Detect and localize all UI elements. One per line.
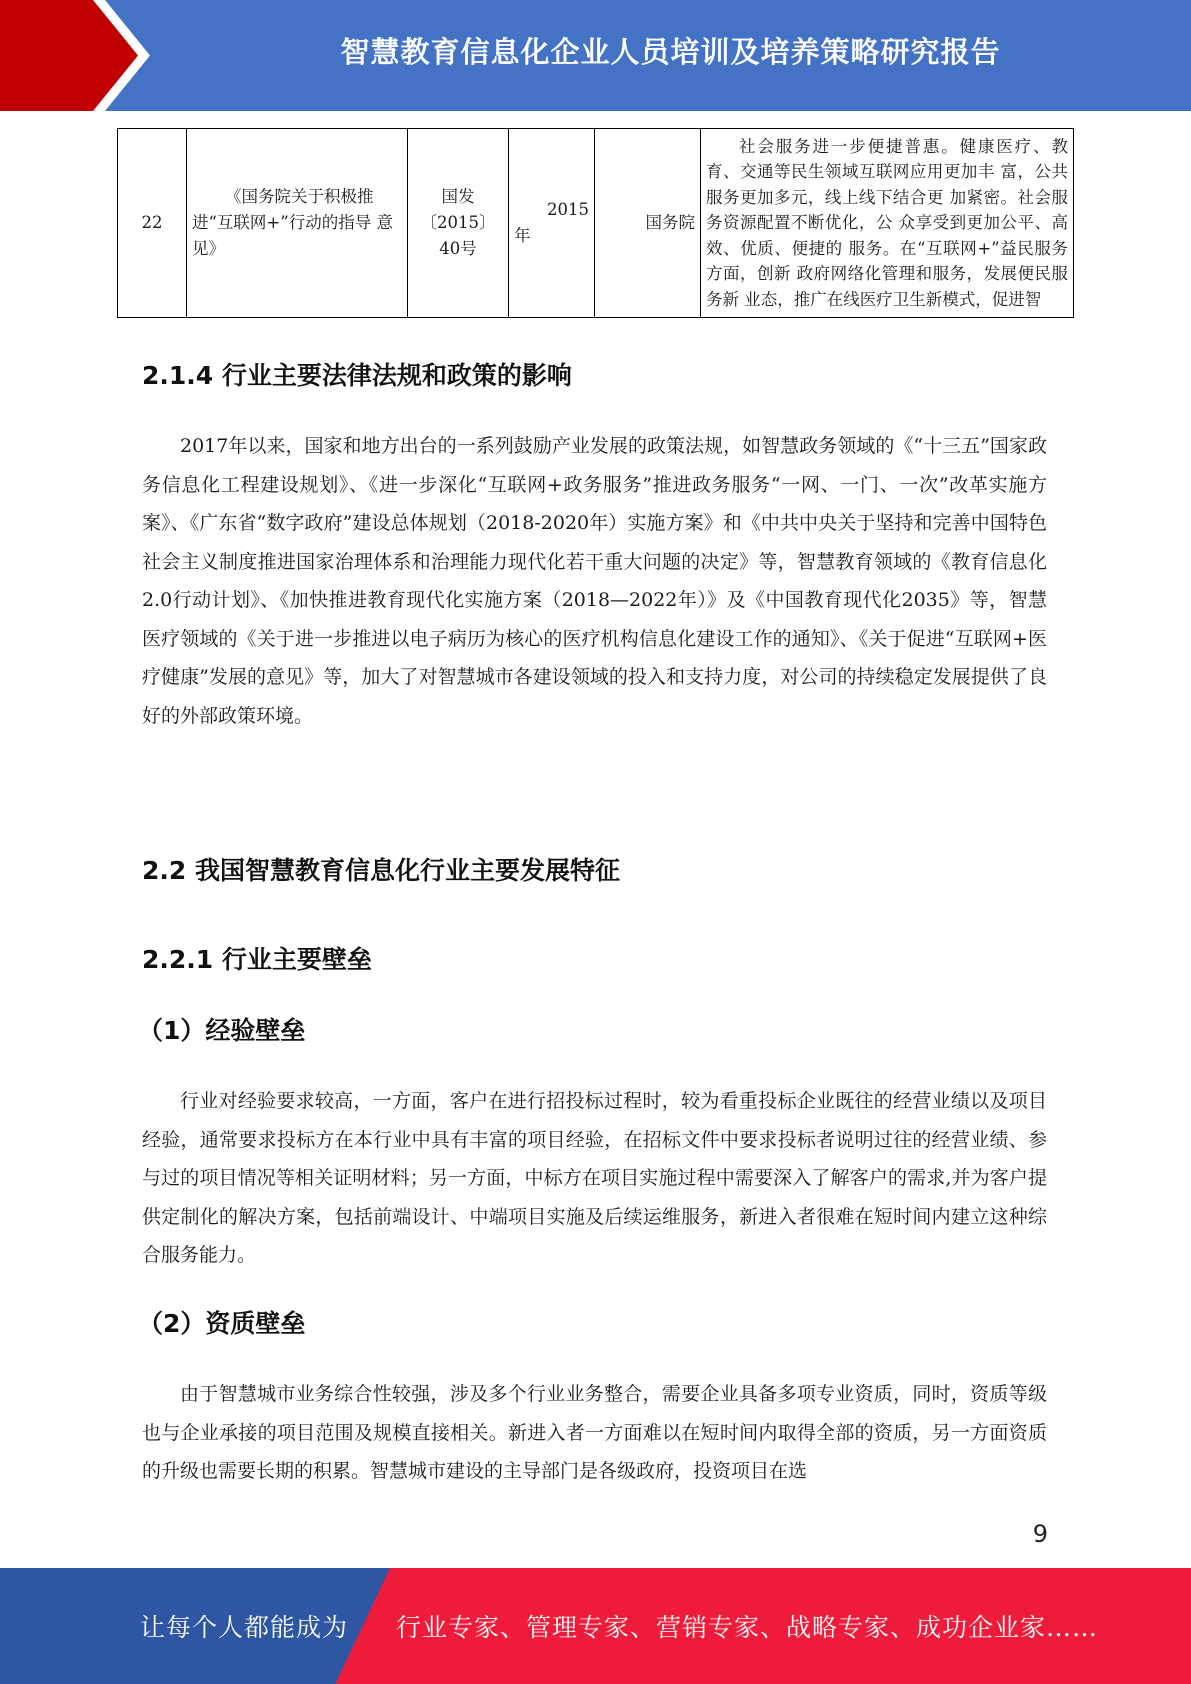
page-header	[0, 0, 1191, 111]
footer-slogan-right: 行业专家、管理专家、营销专家、战略专家、成功企业家……	[396, 1613, 1099, 1642]
header-red-arrow-shape	[0, 0, 150, 111]
issuing-org-cell: 国务院	[595, 129, 701, 318]
section-heading-2-2-1: 2.2.1 行业主要壁垒	[142, 945, 372, 974]
paragraph-qualification-barrier: 由于智慧城市业务综合性较强，涉及多个行业业务整合，需要企业具备多项专业资质，同时，资质等级也与企业承接的项目范围及规模直接相关。新进入者一方面难以在短时间内取得全部的资质，另一方面资质的升级也需要长期的积累。智慧城市建设的主导部门是各级政府，投资项目在选	[142, 1383, 1047, 1482]
policy-table	[117, 128, 1074, 318]
section-heading-2-1-4: 2.1.4 行业主要法律法规和政策的影响	[142, 361, 572, 390]
document-title: 智慧教育信息化企业人员培训及培养策略研究报告	[340, 34, 1001, 69]
policy-year-cell: 2015 年	[509, 129, 595, 318]
policy-code-cell: 国发 〔2015〕 40号	[408, 129, 509, 318]
table-row	[118, 129, 1074, 318]
page-number: 9	[1032, 1520, 1048, 1548]
subheading-qualification-barrier: （2）资质壁垒	[138, 1309, 306, 1338]
paragraph-experience-barrier: 行业对经验要求较高，一方面，客户在进行招投标过程时，较为看重投标企业既往的经营业绩以及项目经验，通常要求投标方在本行业中具有丰富的项目经验，在招标文件中要求投标者说明过往的经营业绩、参与过的项目情况等相关证明材料；另一方面，中标方在项目实施过程中需要深入了解客户的需求,并为客户提供定制化的解决方案，包括前端设计、中端项目实施及后续运维服务，新进入者很难在短时间内建立这种综合服务能力。	[142, 1090, 1047, 1266]
section-heading-2-2: 2.2 我国智慧教育信息化行业主要发展特征	[142, 856, 620, 885]
row-number-cell: 22	[118, 129, 187, 318]
page-footer	[0, 1568, 1191, 1684]
paragraph-policy-impact: 2017年以来，国家和地方出台的一系列鼓励产业发展的政策法规，如智慧政务领域的《“十三五”国家政务信息化工程建设规划》、《进一步深化“互联网+政务服务”推进政务服务“一网、一门、一次”改革实施方案》、《广东省“数字政府”建设总体规划（2018-2020年）实施方案》和《中共中央关于坚持和完善中国特色社会主义制度推进国家治理体系和治理能力现代化若干重大问题的决定》等，智慧教育领域的《教育信息化2.0行动计划》、《加快推进教育现代化实施方案（2018—2022年）》及《中国教育现代化2035》等，智慧医疗领域的《关于进一步推进以电子病历为核心的医疗机构信息化建设工作的通知》、《关于促进“互联网+医疗健康”发展的意见》等，加大了对智慧城市各建设领域的投入和支持力度，对公司的持续稳定发展提供了良好的外部政策环境。	[142, 435, 1047, 727]
subheading-experience-barrier: （1）经验壁垒	[138, 1016, 306, 1045]
policy-name-cell: 《国务院关于积极推进“互联网+”行动的指导 意见》	[187, 129, 408, 318]
footer-slogan-left: 让每个人都能成为	[140, 1613, 349, 1642]
policy-description-cell: 社会服务进一步便捷普惠。健康医疗、教育、交通等民生领域互联网应用更加丰 富，公共服务更加多元，线上线下结合更 加紧密。社会服务资源配置不断优化，公 众享受到更加公平、高效、优质、便捷的 服务。在“互联网+”益民服务方面，创新 政府网络化管理和服务，发展便民服务新 业态，推广在线医疗卫生新模式，促进智	[701, 129, 1074, 318]
